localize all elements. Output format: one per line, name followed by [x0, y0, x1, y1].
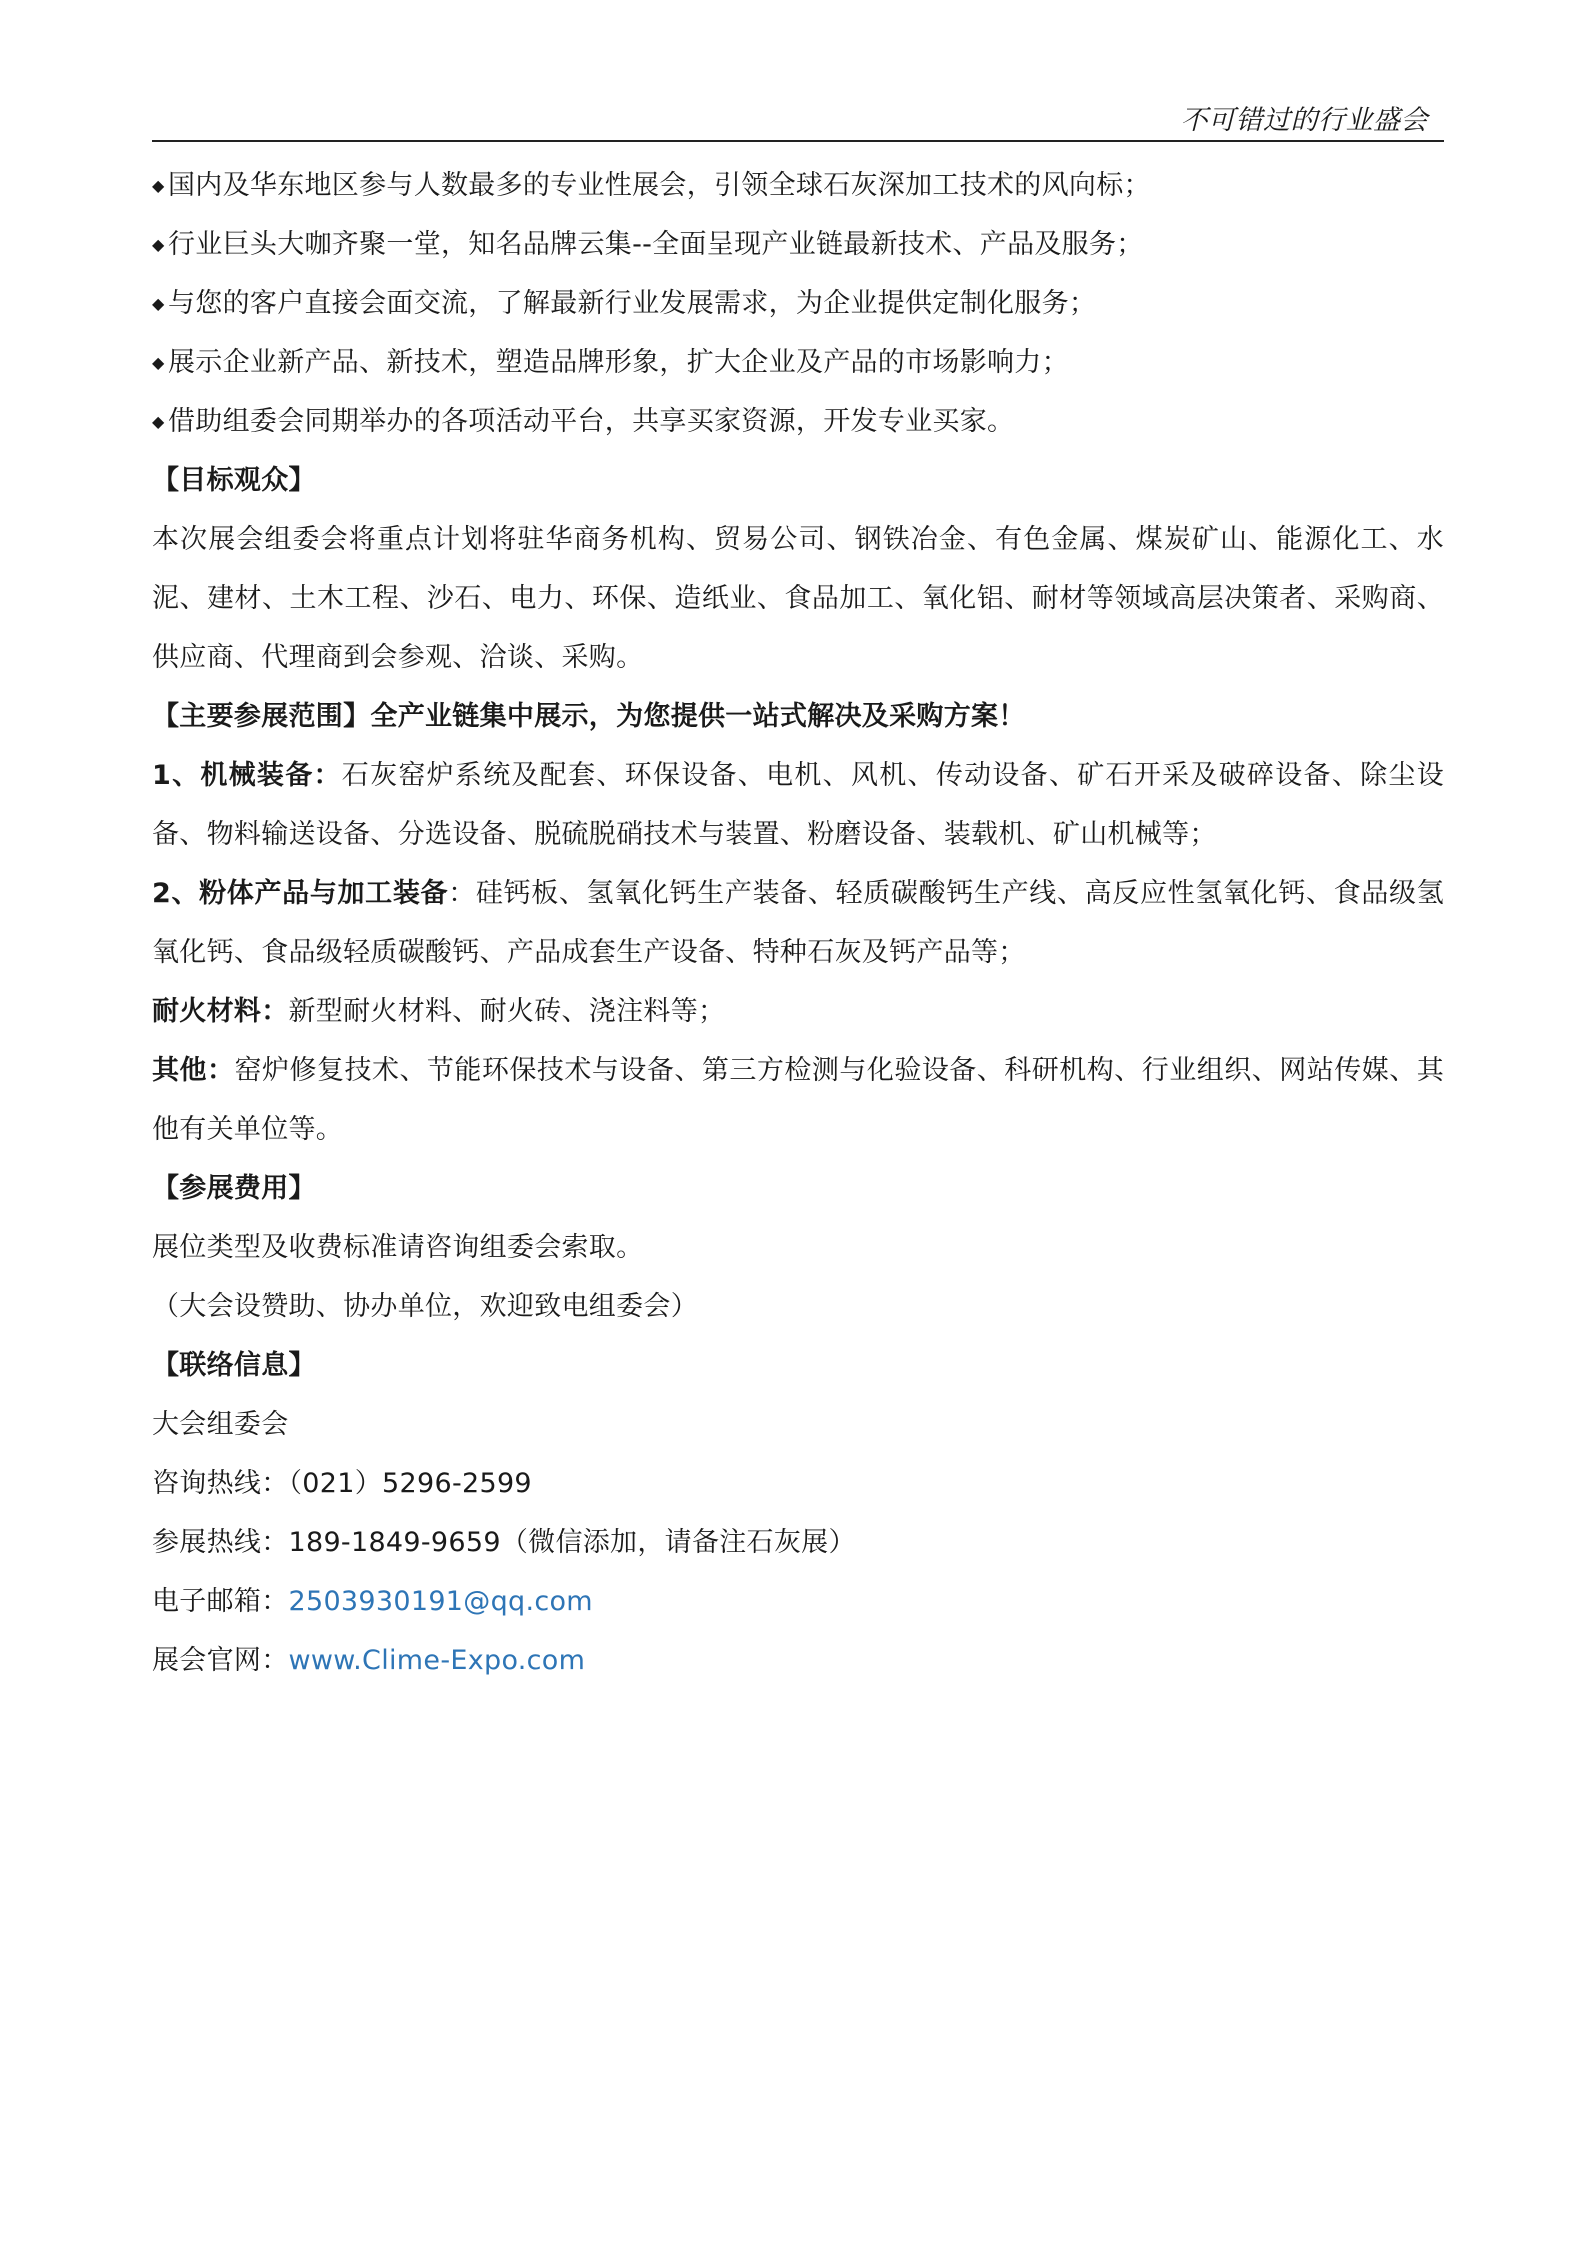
header-title: 不可错过的行业盛会	[1180, 105, 1428, 136]
diamond-bullet-icon: ◆	[152, 294, 165, 313]
scope-item-text: 新型耐火材料、耐火砖、浇注料等；	[288, 996, 726, 1027]
bullet-item: ◆ 与您的客户直接会面交流，了解最新行业发展需求，为企业提供定制化服务；	[152, 274, 1444, 333]
diamond-bullet-icon: ◆	[152, 176, 165, 195]
audience-heading: 【目标观众】	[152, 465, 316, 496]
fees-note: （大会设赞助、协办单位，欢迎致电组委会）	[152, 1291, 698, 1322]
contact-hotline	[152, 1454, 1444, 1513]
audience-text: 本次展会组委会将重点计划将驻华商务机构、贸易公司、钢铁冶金、有色金属、煤炭矿山、能源化工、水泥、建材、土木工程、沙石、电力、环保、造纸业、食品加工、氧化铝、耐材等领域高层决策者、采购商、供应商、代理商到会参观、洽谈、采购。	[152, 524, 1444, 673]
document-body	[152, 156, 1444, 1690]
website-label: 展会官网：	[152, 1645, 289, 1676]
scope-item-label: 其他：	[152, 1055, 235, 1086]
contact-exhibit-hotline	[152, 1513, 1444, 1572]
contact-org: 大会组委会	[152, 1409, 289, 1440]
diamond-bullet-icon: ◆	[152, 235, 165, 254]
bullet-item: ◆ 借助组委会同期举办的各项活动平台，共享买家资源，开发专业买家。	[152, 392, 1444, 451]
scope-item-machinery	[152, 746, 1444, 864]
email-label: 电子邮箱：	[152, 1586, 289, 1617]
contact-email	[152, 1572, 1444, 1631]
bullet-item: ◆ 行业巨头大咖齐聚一堂，知名品牌云集--全面呈现产业链最新技术、产品及服务；	[152, 215, 1444, 274]
scope-item-label: 耐火材料：	[152, 996, 289, 1027]
scope-item-label: 1、机械装备：	[152, 760, 342, 791]
bullet-item: ◆ 国内及华东地区参与人数最多的专业性展会，引领全球石灰深加工技术的风向标；	[152, 156, 1444, 215]
scope-item-refractory	[152, 982, 1444, 1041]
fees-heading: 【参展费用】	[152, 1173, 316, 1204]
scope-item-powder	[152, 864, 1444, 982]
diamond-bullet-icon: ◆	[152, 353, 165, 372]
contact-website	[152, 1631, 1444, 1690]
scope-item-other	[152, 1041, 1444, 1159]
bullet-item: ◆ 展示企业新产品、新技术，塑造品牌形象，扩大企业及产品的市场影响力；	[152, 333, 1444, 392]
contact-heading: 【联络信息】	[152, 1350, 316, 1381]
scope-item-text: 石灰窑炉系统及配套、环保设备、电机、风机、传动设备、矿石开采及破碎设备、除尘设备、物料输送设备、分选设备、脱硫脱硝技术与装置、粉磨设备、装载机、矿山机械等；	[152, 760, 1444, 850]
exhibit-hotline-value: 189-1849-9659（微信添加，请备注石灰展）	[288, 1527, 856, 1558]
website-link[interactable]: www.Clime-Expo.com	[288, 1645, 586, 1676]
hotline-label: 咨询热线：	[152, 1468, 289, 1499]
diamond-bullet-icon: ◆	[152, 412, 165, 431]
scope-item-text: 窑炉修复技术、节能环保技术与设备、第三方检测与化验设备、科研机构、行业组织、网站传媒、其他有关单位等。	[152, 1055, 1444, 1145]
hotline-value: （021）5296-2599	[288, 1468, 532, 1499]
scope-item-text: ：硅钙板、氢氧化钙生产装备、轻质碳酸钙生产线、高反应性氢氧化钙、食品级氢氧化钙、食品级轻质碳酸钙、产品成套生产设备、特种石灰及钙产品等；	[152, 878, 1444, 968]
scope-item-label: 2、粉体产品与加工装备	[152, 878, 449, 909]
scope-heading: 【主要参展范围】全产业链集中展示，为您提供一站式解决及采购方案！	[152, 701, 1026, 732]
exhibit-hotline-label: 参展热线：	[152, 1527, 289, 1558]
fees-text: 展位类型及收费标准请咨询组委会索取。	[152, 1232, 644, 1263]
page-header	[152, 96, 1444, 142]
email-link[interactable]: 2503930191@qq.com	[288, 1586, 593, 1617]
